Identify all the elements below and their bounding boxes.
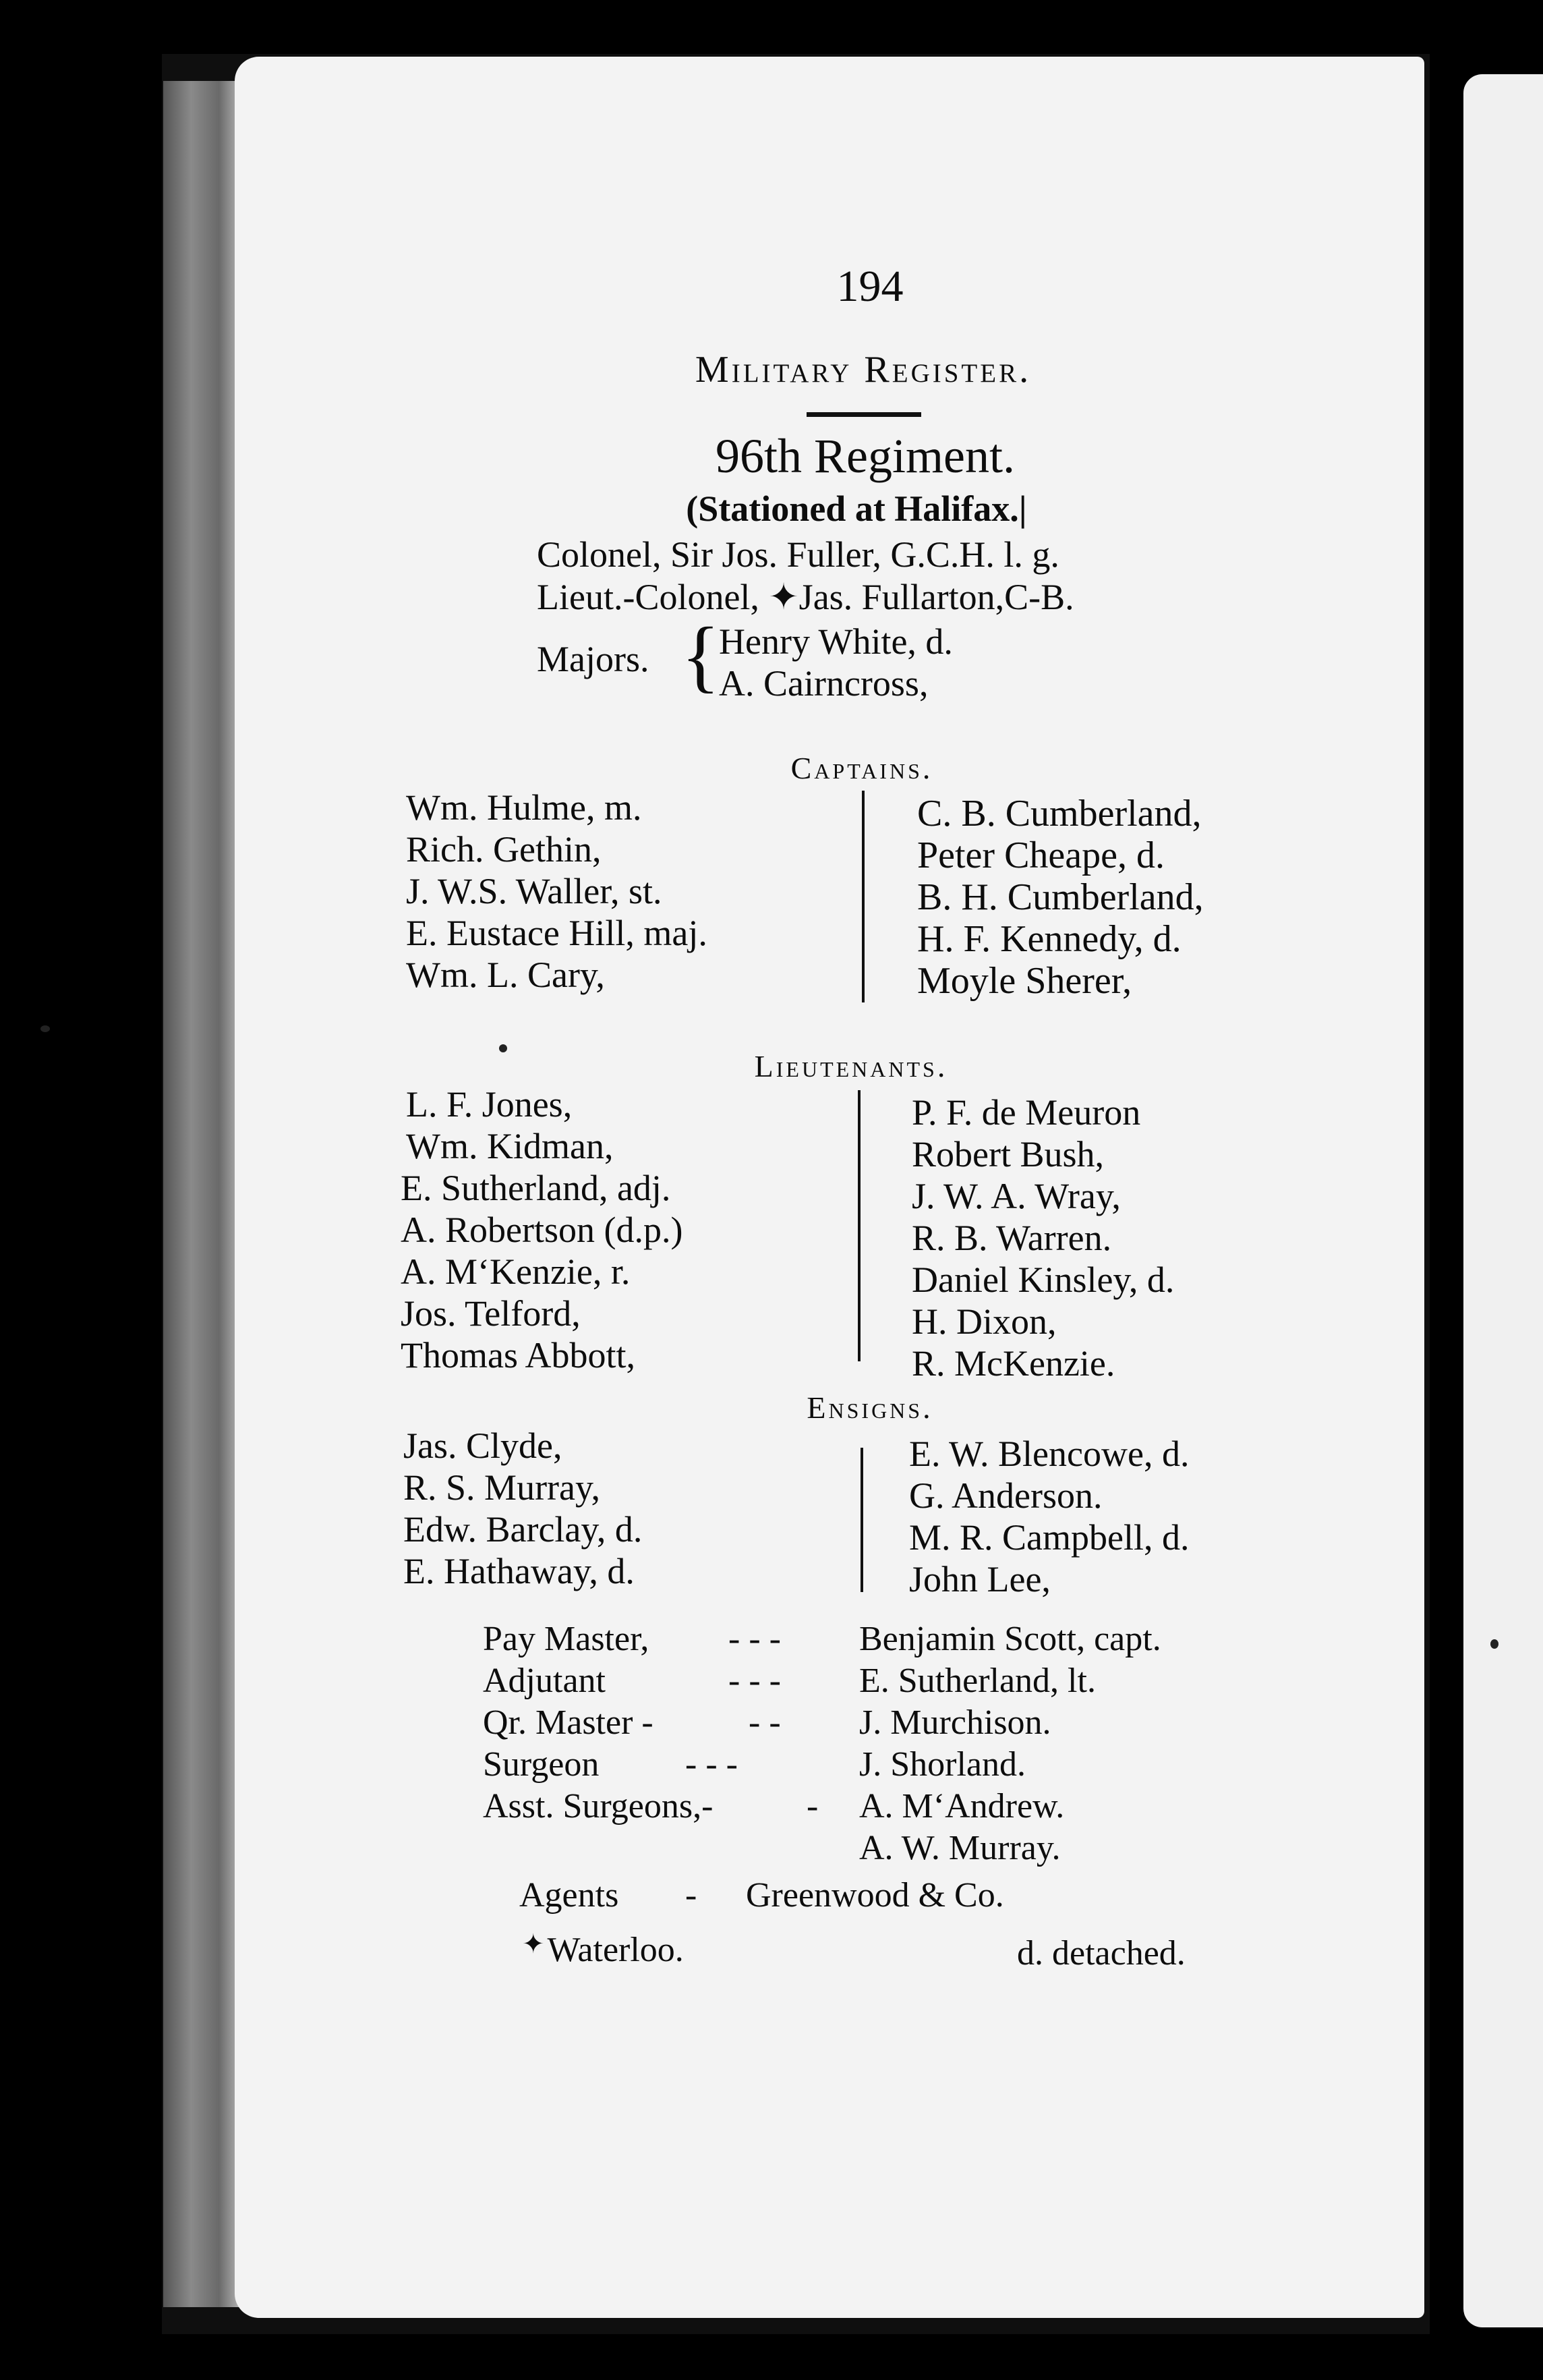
regiment-title: 96th Regiment. [716,429,1015,483]
captain-right-3: B. H. Cumberland, [917,876,1204,918]
colonel-line: Colonel, Sir Jos. Fuller, G.C.H. l. g. [537,534,1059,575]
footnote-waterloo [522,1931,684,1968]
waterloo-medal-icon: ✦ [522,1929,545,1959]
page-number: 194 [836,262,904,311]
major-1: Henry White, d. [719,621,953,662]
majors-label: Majors. [537,639,649,679]
ensign-left-3: Edw. Barclay, d. [403,1509,643,1550]
staff-dashes-4: - - - [685,1745,738,1784]
running-head: Military Register. [695,349,1032,391]
lieutenant-right-6: H. Dixon, [912,1301,1057,1342]
captains-heading: Captains. [790,751,933,785]
lieutenants-divider [858,1090,861,1361]
ensign-right-2: G. Anderson. [909,1475,1103,1516]
ensign-right-1: E. W. Blencowe, d. [909,1434,1190,1474]
staff-name-3: J. Murchison. [859,1703,1051,1742]
lieutenant-right-4: R. B. Warren. [912,1218,1112,1258]
captain-right-5: Moyle Sherer, [917,960,1132,1002]
facing-page-edge [1463,74,1543,2327]
captain-right-4: H. F. Kennedy, d. [917,918,1182,960]
lieutenant-left-1: L. F. Jones, [406,1084,573,1125]
page-edge-stack [163,81,243,2307]
lieutenant-right-7: R. McKenzie. [912,1343,1115,1384]
staff-role-4: Surgeon [483,1745,600,1784]
staff-name-5: A. M‘Andrew. [859,1787,1065,1825]
ensign-left-4: E. Hathaway, d. [403,1551,635,1591]
captain-left-4: E. Eustace Hill, maj. [406,913,707,953]
staff-role-2: Adjutant [483,1662,606,1700]
lieutenant-left-3: E. Sutherland, adj. [401,1168,671,1208]
footnote-detached: d. detached. [1017,1934,1186,1973]
agents-name: Greenwood & Co. [746,1876,1004,1915]
footnote-waterloo-text: Waterloo. [547,1931,684,1969]
lieutenant-left-5: A. M‘Kenzie, r. [401,1251,631,1292]
lieutenant-right-3: J. W. A. Wray, [912,1176,1121,1216]
ink-dot [499,1044,507,1052]
staff-name-6: A. W. Murray. [859,1829,1061,1867]
ensign-right-3: M. R. Campbell, d. [909,1517,1190,1558]
station-line: (Stationed at Halifax.| [686,488,1027,529]
captains-divider [862,791,865,1002]
agents-dash: - [685,1876,697,1915]
major-2: A. Cairncross, [719,663,929,704]
lieutenants-heading: Lieutenants. [754,1049,948,1083]
majors-brace: { [681,611,720,700]
lieutenant-left-4: A. Robertson (d.p.) [401,1210,683,1250]
ensigns-divider [861,1448,863,1592]
ensign-left-2: R. S. Murray, [403,1467,600,1508]
lieutenant-left-2: Wm. Kidman, [406,1126,614,1166]
staff-dashes-3: - - [749,1703,781,1742]
ink-speck-right [1490,1639,1498,1649]
staff-dashes-2: - - - [728,1662,781,1700]
staff-name-2: E. Sutherland, lt. [859,1662,1096,1700]
staff-dashes-5: - [807,1787,819,1825]
staff-dashes-1: - - - [728,1620,781,1658]
lieut-colonel-line: Lieut.-Colonel, ✦Jas. Fullarton,C-B. [537,577,1074,617]
staff-role-5: Asst. Surgeons,- [483,1787,714,1825]
lieutenant-left-7: Thomas Abbott, [401,1335,635,1376]
ensigns-heading: Ensigns. [807,1390,933,1425]
staff-role-1: Pay Master, [483,1620,649,1658]
staff-role-3: Qr. Master - [483,1703,653,1742]
captain-left-2: Rich. Gethin, [406,829,602,870]
lieutenant-left-6: Jos. Telford, [401,1293,581,1334]
header-rule [807,412,921,417]
captain-left-1: Wm. Hulme, m. [406,787,642,828]
ink-speck-left [40,1025,50,1032]
staff-name-4: J. Shorland. [859,1745,1026,1784]
captain-right-2: Peter Cheape, d. [917,834,1165,876]
lieutenant-right-2: Robert Bush, [912,1134,1105,1174]
captain-right-1: C. B. Cumberland, [917,793,1202,834]
agents-label: Agents [519,1876,619,1915]
ensign-right-4: John Lee, [909,1559,1051,1599]
ensign-left-1: Jas. Clyde, [403,1425,562,1466]
lieutenant-right-5: Daniel Kinsley, d. [912,1259,1175,1300]
lieutenant-right-1: P. F. de Meuron [912,1092,1141,1133]
captain-left-5: Wm. L. Cary, [406,955,605,995]
staff-name-1: Benjamin Scott, capt. [859,1620,1161,1658]
captain-left-3: J. W.S. Waller, st. [406,871,662,911]
